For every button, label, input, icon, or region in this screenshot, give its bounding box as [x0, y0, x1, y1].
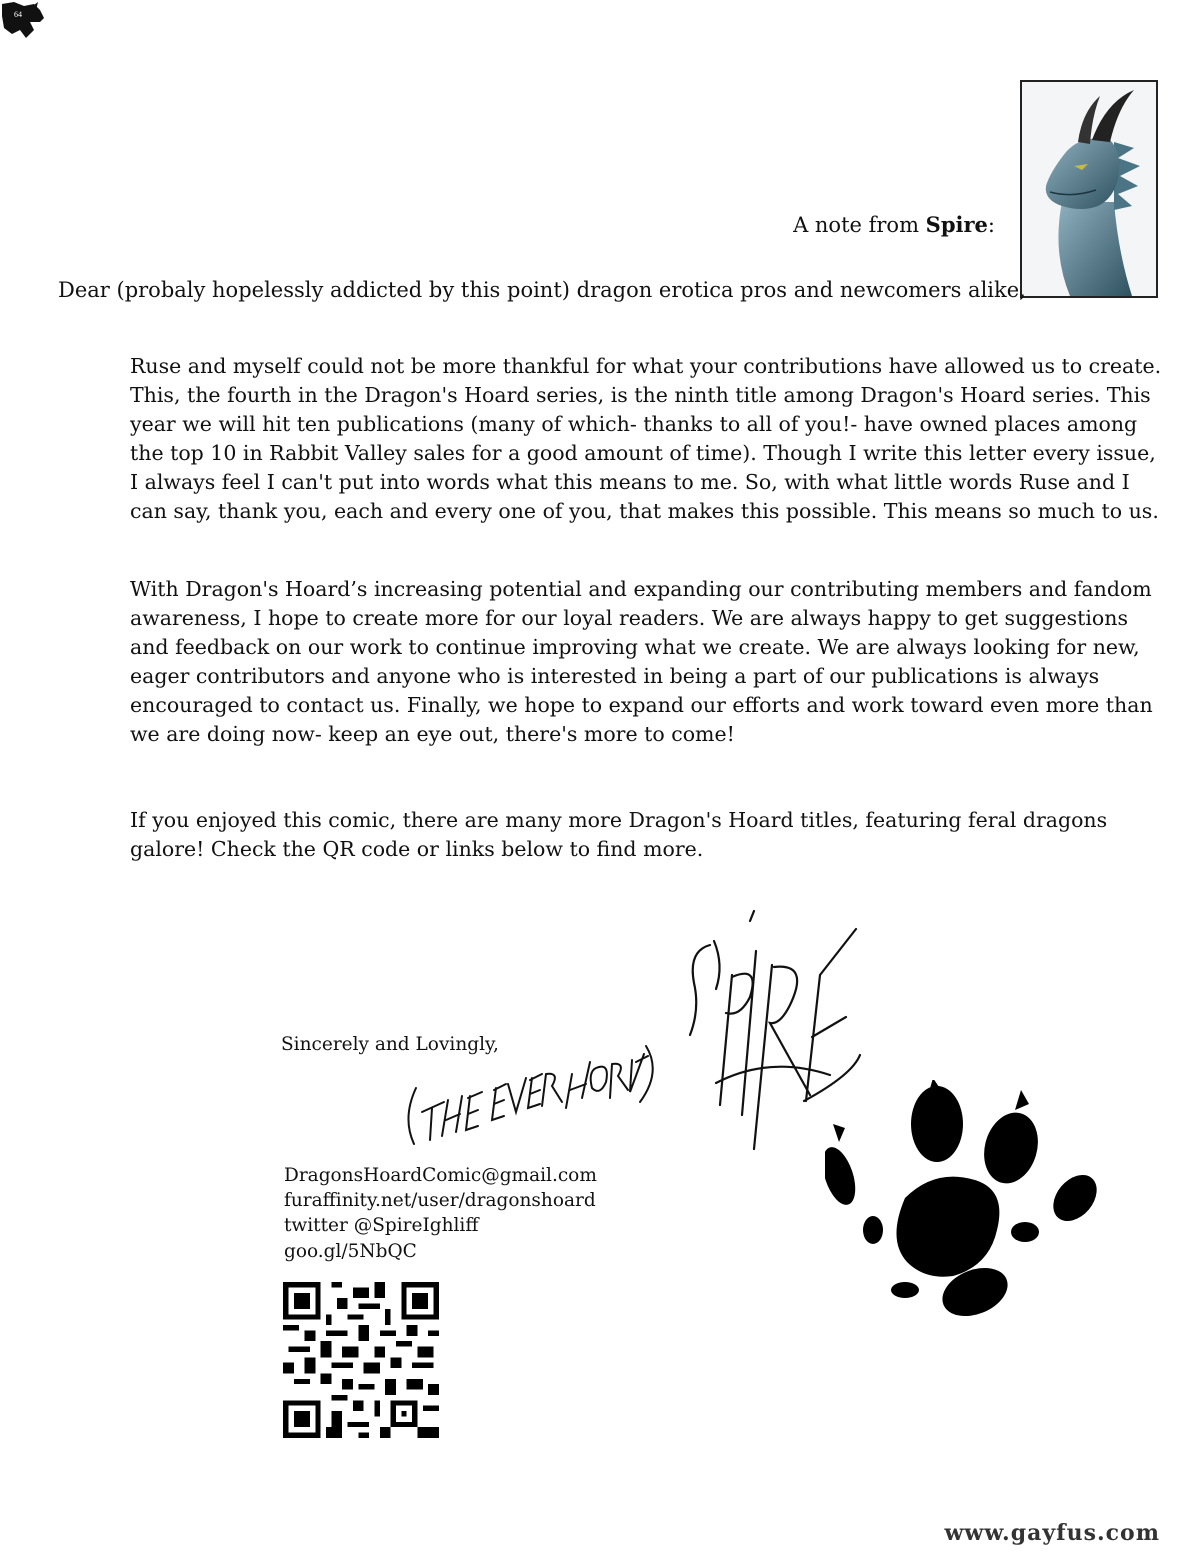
letter-paragraph: Ruse and myself could not be more thankful for what your contributions have allowed us to create. This, the fourth in the Dragon's Hoard series, is the ninth title among Dragon's Hoard series. This year we will hit ten publications (many of which- thanks to all of you!- have owned places among the top 10 in Rabbit Valley sales for a good amount of time). Though I write this letter every issue, I always feel I can't put into words what this means to me. So, with what little words Ruse and I can say, thank you, each and every one of you, that makes this possible. This means so much to us. [130, 354, 1162, 523]
contact-furaffinity[interactable]: furaffinity.net/user/dragonshoard [284, 1190, 596, 1211]
author-name: Spire [925, 212, 988, 237]
letter-paragraph: With Dragon's Hoard’s increasing potential and expanding our contributing members and fandom awareness, I hope to create more for our loyal readers. We are always happy to get suggestions and feedback on our work to continue improving what we create. We are always looking for new, eager contributors and anyone who is interested in being a part of our publications is always encouraged to contact us. Finally, we hope to expand our efforts and work toward even more than we are doing now- keep an eye out, there's more to come! [130, 577, 1153, 746]
paw-print-icon [825, 1080, 1115, 1330]
note-heading: A note from Spire: [793, 212, 995, 237]
contact-twitter[interactable]: twitter @SpireIghliff [284, 1215, 479, 1236]
contact-short-link[interactable]: goo.gl/5NbQC [284, 1241, 417, 1262]
salutation: Dear (probaly hopelessly addicted by this point) dragon erotica pros and newcomers alike, [58, 278, 1026, 302]
closing-line: Sincerely and Lovingly, [281, 1034, 499, 1055]
handwritten-tagline [400, 1032, 660, 1152]
letter-paragraph: If you enjoyed this comic, there are many more Dragon's Hoard titles, featuring feral dragons galore! Check the QR code or links below to find more. [130, 808, 1108, 861]
dragon-portrait [1020, 80, 1158, 298]
page-number: 64 [14, 10, 22, 19]
dragon-head-icon [0, 0, 46, 40]
contact-email[interactable]: DragonsHoardComic@gmail.com [284, 1165, 597, 1186]
site-watermark: www.gayfus.com [944, 1520, 1160, 1546]
qr-code[interactable] [282, 1282, 440, 1438]
